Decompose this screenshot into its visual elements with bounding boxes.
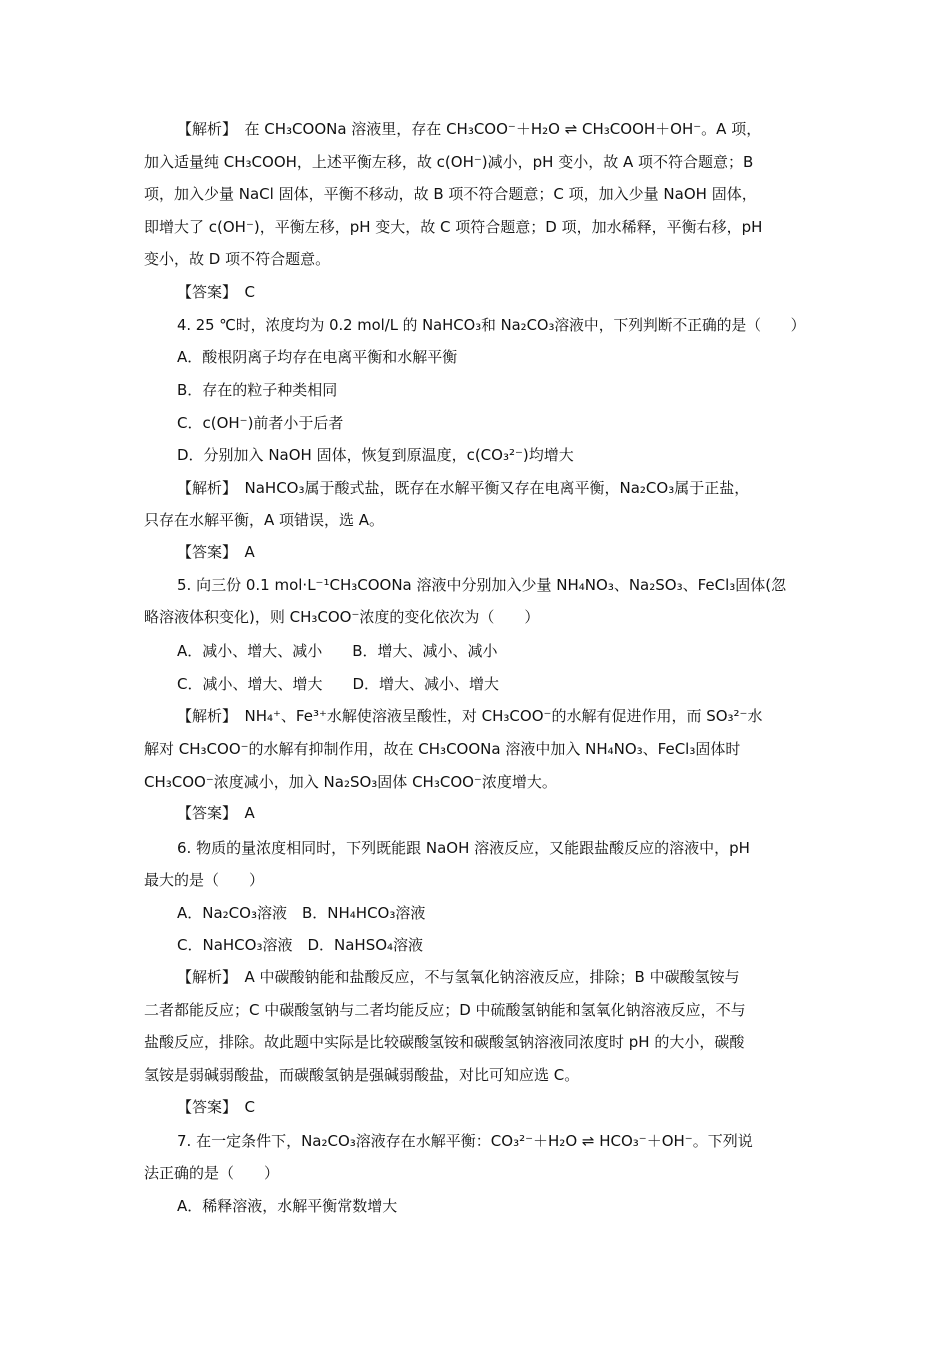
text-line: 二者都能反应；C 中碳酸氢钠与二者均能反应；D 中硫酸氢钠能和氢氧化钠溶液反应，不与: [144, 1001, 746, 1019]
text-line: 加入适量纯 CH₃COOH，上述平衡左移，故 c(OH⁻)减小，pH 变小，故 A 项不符合题意；B: [144, 153, 754, 171]
text-line: 变小，故 D 项不符合题意。: [144, 250, 331, 268]
text-line: 5. 向三份 0.1 mol·L⁻¹CH₃COONa 溶液中分别加入少量 NH₄NO₃、Na₂SO₃、FeCl₃固体(忽: [177, 576, 787, 594]
text-line: 7. 在一定条件下，Na₂CO₃溶液存在水解平衡：CO₃²⁻＋H₂O ⇌ HCO₃⁻＋OH⁻。下列说: [177, 1132, 753, 1150]
text-line: 盐酸反应，排除。故此题中实际是比较碳酸氢铵和碳酸氢钠溶液同浓度时 pH 的大小，碳酸: [144, 1033, 745, 1051]
text-line: 【解析】 NaHCO₃属于酸式盐，既存在水解平衡又存在电离平衡，Na₂CO₃属于正盐，: [177, 479, 750, 497]
text-line: 法正确的是（ ）: [144, 1164, 280, 1182]
text-line: 6. 物质的量浓度相同时，下列既能跟 NaOH 溶液反应，又能跟盐酸反应的溶液中，pH: [177, 839, 750, 857]
text-line: 【答案】 A: [177, 804, 255, 822]
text-line: 【解析】 A 中碳酸钠能和盐酸反应，不与氢氧化钠溶液反应，排除；B 中碳酸氢铵与: [177, 968, 740, 986]
text-line: 项，加入少量 NaCl 固体，平衡不移动，故 B 项不符合题意；C 项，加入少量 NaOH 固体，: [144, 185, 757, 203]
text-line: D．分别加入 NaOH 固体，恢复到原温度，c(CO₃²⁻)均增大: [177, 446, 574, 464]
text-line: CH₃COO⁻浓度减小，加入 Na₂SO₃固体 CH₃COO⁻浓度增大。: [144, 773, 557, 791]
text-line: 【解析】 在 CH₃COONa 溶液里，存在 CH₃COO⁻＋H₂O ⇌ CH₃COOH＋OH⁻。A 项，: [177, 120, 762, 138]
text-line: 只存在水解平衡，A 项错误，选 A。: [144, 511, 385, 529]
text-line: A．Na₂CO₃溶液 B．NH₄HCO₃溶液: [177, 904, 426, 922]
text-line: C．c(OH⁻)前者小于后者: [177, 414, 344, 432]
text-line: 【答案】 C: [177, 283, 255, 301]
text-line: 解对 CH₃COO⁻的水解有抑制作用，故在 CH₃COONa 溶液中加入 NH₄NO₃、FeCl₃固体时: [144, 740, 741, 758]
text-line: A．酸根阴离子均存在电离平衡和水解平衡: [177, 348, 458, 366]
text-line: 略溶液体积变化)，则 CH₃COO⁻浓度的变化依次为（ ）: [144, 608, 540, 626]
text-line: C．减小、增大、增大 D．增大、减小、增大: [177, 675, 500, 693]
text-line: 氢铵是弱碱弱酸盐，而碳酸氢钠是强碱弱酸盐，对比可知应选 C。: [144, 1066, 580, 1084]
text-line: B．存在的粒子种类相同: [177, 381, 338, 399]
text-line: A．稀释溶液，水解平衡常数增大: [177, 1197, 398, 1215]
text-line: 【解析】 NH₄⁺、Fe³⁺水解使溶液呈酸性，对 CH₃COO⁻的水解有促进作用，而 SO₃²⁻水: [177, 707, 763, 725]
text-line: 【答案】 A: [177, 543, 255, 561]
text-line: 【答案】 C: [177, 1098, 255, 1116]
text-line: A．减小、增大、减小 B．增大、减小、减小: [177, 642, 498, 660]
text-line: 即增大了 c(OH⁻)，平衡左移，pH 变大，故 C 项符合题意；D 项，加水稀释，平衡右移，pH: [144, 218, 763, 236]
text-line: 4. 25 ℃时，浓度均为 0.2 mol/L 的 NaHCO₃和 Na₂CO₃溶液中，下列判断不正确的是（ ）: [177, 316, 806, 334]
text-line: 最大的是（ ）: [144, 871, 265, 889]
text-line: C．NaHCO₃溶液 D．NaHSO₄溶液: [177, 936, 424, 954]
